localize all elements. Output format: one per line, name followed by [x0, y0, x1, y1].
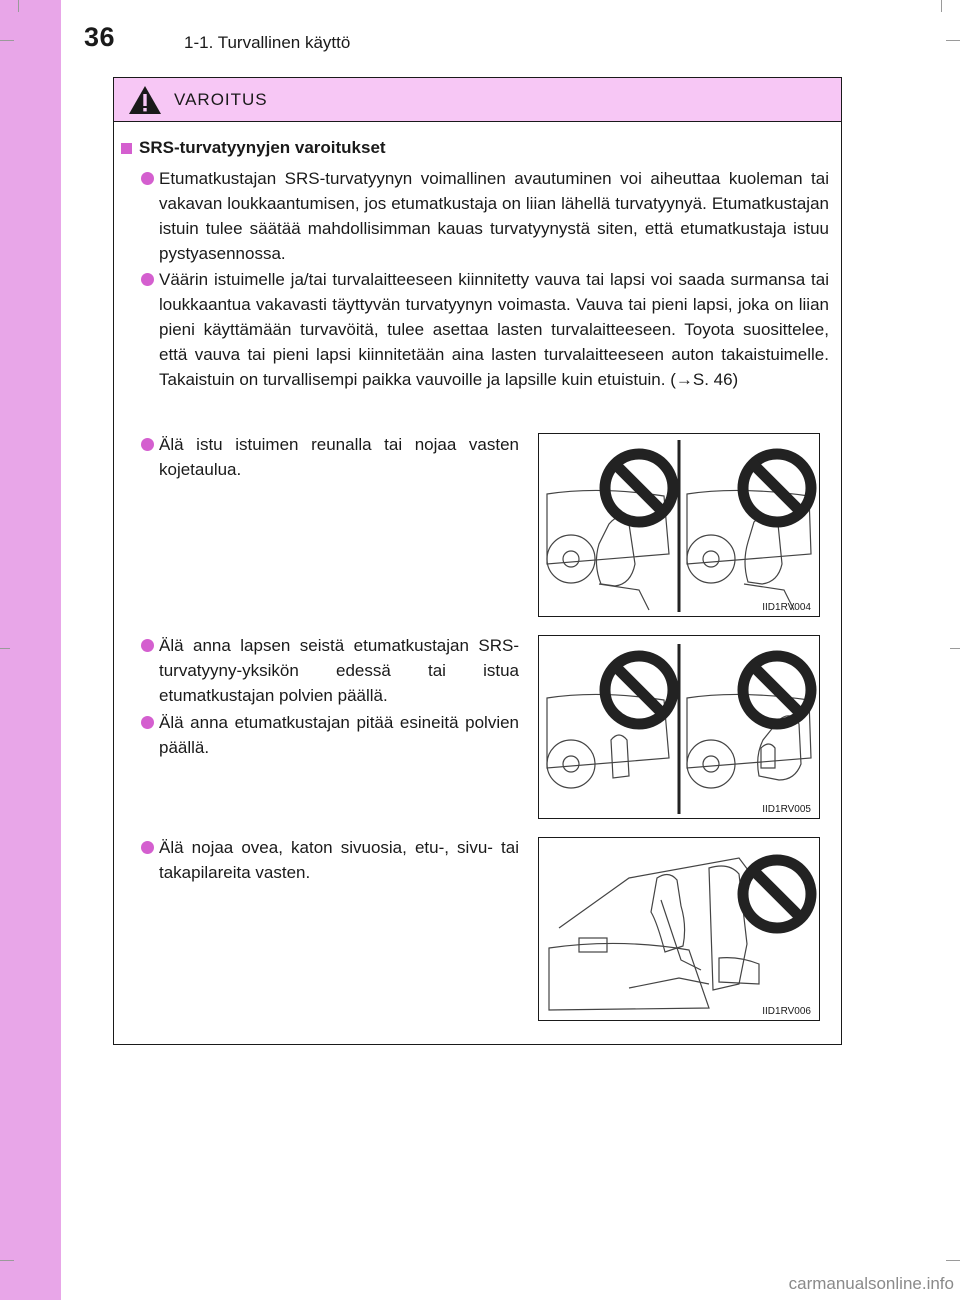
- warning-header: [114, 78, 841, 122]
- illustration-leaning-door: [538, 837, 820, 1021]
- subheading-text: SRS-turvatyynyjen varoitukset: [139, 138, 386, 157]
- warning-triangle-icon: [128, 85, 162, 120]
- bullet-text: Älä anna lapsen seistä etumatkustajan SRS-turvatyyny-yksikön edessä tai istua etumatkustajan polvien päällä.: [159, 636, 519, 705]
- section-title: 1-1. Turvallinen käyttö: [184, 33, 351, 52]
- bullet-text: Älä anna etumatkustajan pitää esineitä polvien päällä.: [159, 713, 519, 757]
- crop-mark: [946, 1260, 960, 1261]
- crop-mark: [0, 1260, 14, 1261]
- warning-box: [113, 77, 842, 1045]
- round-bullet-icon: [141, 438, 154, 451]
- round-bullet-icon: [141, 172, 154, 185]
- figure-code: IID1RV006: [762, 1006, 811, 1017]
- figure-code: IID1RV004: [762, 602, 811, 613]
- crop-mark: [941, 0, 942, 12]
- crop-mark: [0, 648, 10, 649]
- figure-code: IID1RV005: [762, 804, 811, 815]
- round-bullet-icon: [141, 639, 154, 652]
- bullet-text: Älä istu istuimen reunalla tai nojaa vasten kojetaulua.: [159, 435, 519, 479]
- crop-mark: [0, 40, 14, 41]
- page-side-band: [0, 0, 61, 1300]
- illustration-leaning-dashboard: [538, 433, 820, 617]
- page-number: 36: [84, 22, 116, 52]
- round-bullet-icon: [141, 716, 154, 729]
- warning-subheading: [121, 138, 386, 158]
- crop-mark: [950, 648, 960, 649]
- warning-bullet: [159, 432, 519, 482]
- bullet-text: Väärin istuimelle ja/tai turvalaitteeseen kiinnitetty vauva tai lapsi voi saada surmansa tai loukkaantua vakavasti täyttyvän turvatyynyn voimasta. Vauva tai pieni lapsi, joka on liian pieni käyttämään turvavöitä, tulee asettaa lasten turvalaitteeseen. Toyota suosittelee, että vauva tai pieni lapsi kiinnitetään aina lasten turvalaitteeseen auton takaistuimelle. Takaistuin on turvallisempi paikka vauvoille ja lapsille kuin etuistuin. (→S. 46): [159, 270, 829, 389]
- warning-bullet: [159, 710, 519, 760]
- warning-bullet: [159, 267, 829, 392]
- watermark: carmanualsonline.info: [788, 1274, 954, 1293]
- warning-label: VAROITUS: [174, 90, 268, 109]
- warning-bullet: [159, 633, 519, 708]
- crop-mark: [18, 0, 19, 12]
- crop-mark: [946, 40, 960, 41]
- warning-bullet: [159, 835, 519, 885]
- warning-bullet: [159, 166, 829, 266]
- illustration-child-standing: [538, 635, 820, 819]
- round-bullet-icon: [141, 273, 154, 286]
- bullet-text: Älä nojaa ovea, katon sivuosia, etu-, sivu- tai takapilareita vasten.: [159, 838, 519, 882]
- bullet-text: Etumatkustajan SRS-turvatyynyn voimallinen avautuminen voi aiheuttaa kuoleman tai vakavan loukkaantumisen, jos etumatkustaja on liian lähellä turvatyynyä. Etumatkustajan istuin tulee säätää mahdollisimman kauas turvatyynystä siten, että etumatkustaja istuu pystyasennossa.: [159, 169, 829, 263]
- round-bullet-icon: [141, 841, 154, 854]
- square-bullet-icon: [121, 143, 132, 154]
